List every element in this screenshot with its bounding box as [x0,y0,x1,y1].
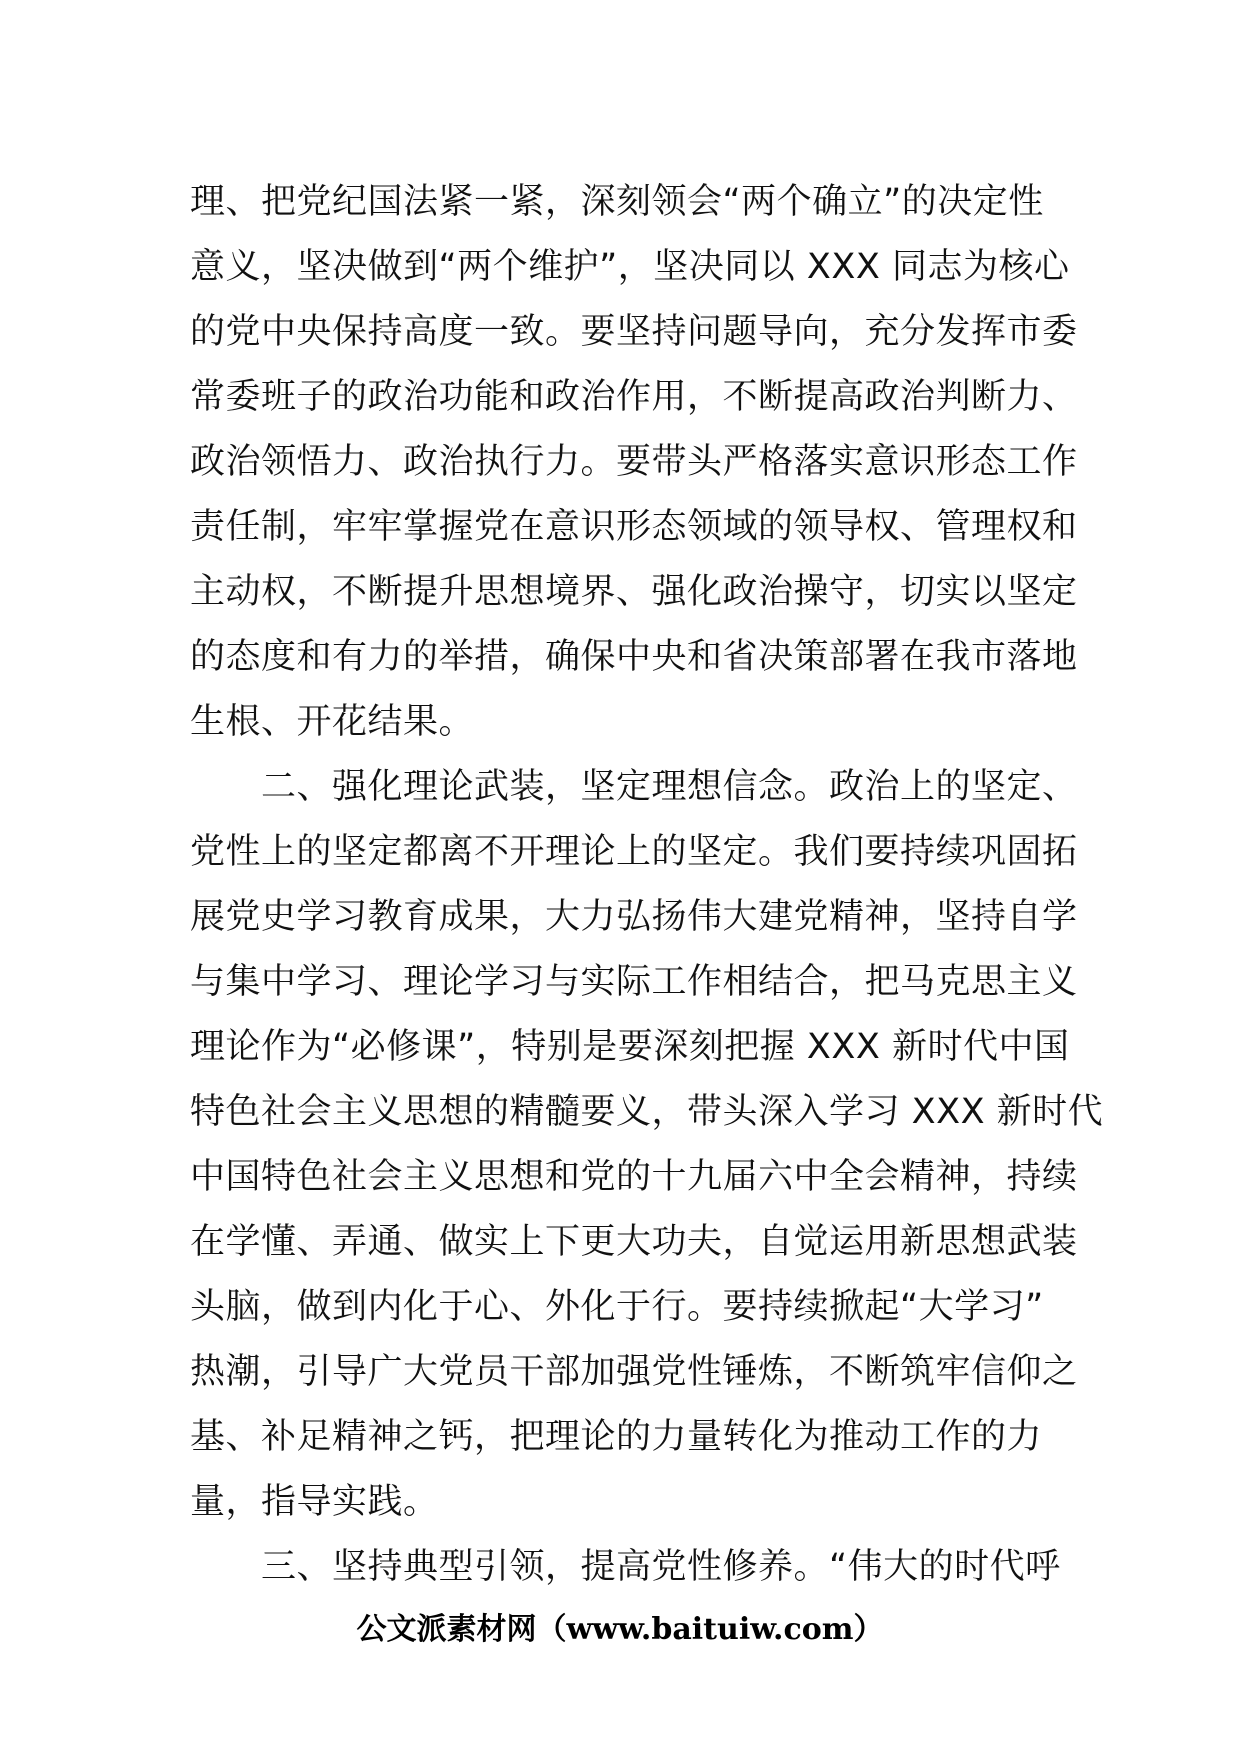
text-line: 特色社会主义思想的精髓要义，带头深入学习 XXX 新时代 [190,1092,1104,1132]
text-line: 政治领悟力、政治执行力。要带头严格落实意识形态工作 [190,442,1078,482]
section-heading-line: 三、坚持典型引领，提高党性修养。“伟大的时代呼 [190,1547,1061,1587]
text-line: 在学懂、弄通、做实上下更大功夫，自觉运用新思想武装 [190,1222,1078,1262]
text-line: 量，指导实践。 [190,1482,439,1522]
text-line: 常委班子的政治功能和政治作用，不断提高政治判断力、 [190,377,1078,417]
text-line: 中国特色社会主义思想和党的十九届六中全会精神，持续 [190,1157,1078,1197]
text-line: 理论作为“必修课”，特别是要深刻把握 XXX 新时代中国 [190,1027,1070,1067]
text-line: 热潮，引导广大党员干部加强党性锤炼，不断筑牢信仰之 [190,1352,1078,1392]
text-line: 展党史学习教育成果，大力弘扬伟大建党精神，坚持自学 [190,897,1078,937]
text-line: 与集中学习、理论学习与实际工作相结合，把马克思主义 [190,962,1078,1002]
text-line: 的态度和有力的举措，确保中央和省决策部署在我市落地 [190,637,1078,677]
text-line: 生根、开花结果。 [190,702,475,742]
text-line: 基、补足精神之钙，把理论的力量转化为推动工作的力 [190,1417,1043,1457]
text-line: 主动权，不断提升思想境界、强化政治操守，切实以坚定 [190,572,1078,612]
text-line: 意义，坚决做到“两个维护”，坚决同以 XXX 同志为核心 [190,247,1070,287]
footer-watermark: 公文派素材网（www.baituiw.com） [356,1612,884,1647]
document-body [190,170,1104,1600]
text-line: 责任制，牢牢掌握党在意识形态领域的领导权、管理权和 [190,507,1078,547]
text-line: 党性上的坚定都离不开理论上的坚定。我们要持续巩固拓 [190,832,1078,872]
text-line: 的党中央保持高度一致。要坚持问题导向，充分发挥市委 [190,312,1078,352]
text-line: 头脑，做到内化于心、外化于行。要持续掀起“大学习” [190,1287,1044,1327]
section-heading-line: 二、强化理论武装，坚定理想信念。政治上的坚定、 [190,767,1078,807]
text-line: 理、把党纪国法紧一紧，深刻领会“两个确立”的决定性 [190,182,1044,222]
